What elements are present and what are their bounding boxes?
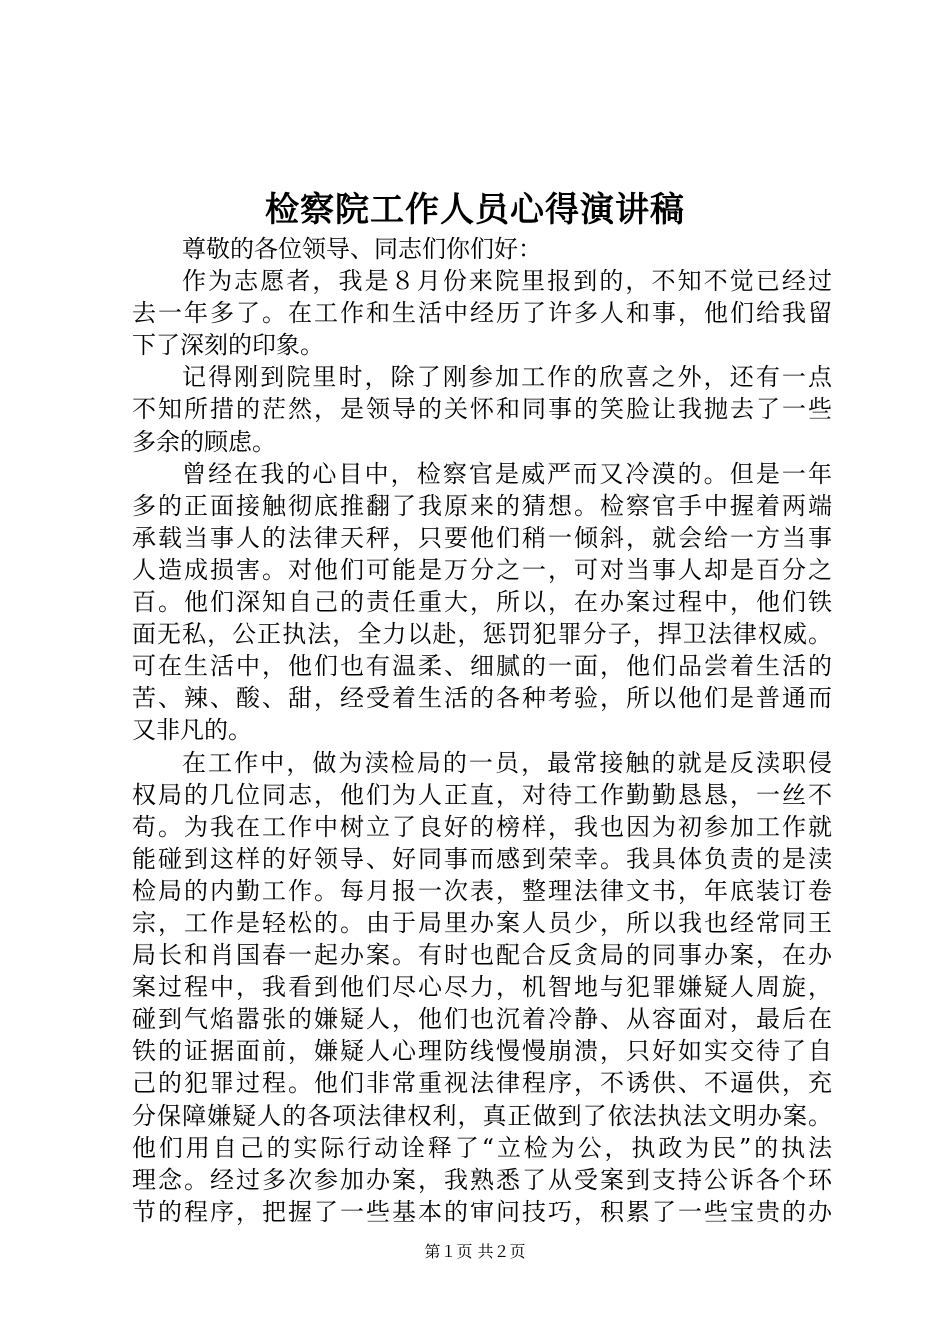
- body-text-line: 可在生活中，他们也有温柔、细腻的一面，他们品尝着生活的: [132, 652, 832, 681]
- page-footer: 第１页 共２页: [424, 1242, 526, 1261]
- body-text-line: 人造成损害。对他们可能是万分之一，可对当事人却是百分之: [132, 555, 832, 584]
- body-text-line: 碰到气焰嚣张的嫌疑人，他们也沉着冷静、从容面对，最后在: [132, 1005, 832, 1034]
- body-text-line: 承载当事人的法律天秤，只要他们稍一倾斜，就会给一方当事: [132, 523, 832, 552]
- body-text-line: 在工作中，做为渎检局的一员，最常接触的就是反渎职侵: [182, 748, 832, 777]
- body-text-line: 去一年多了。在工作和生活中经历了许多人和事，他们给我留: [132, 299, 832, 328]
- body-text-line: 能碰到这样的好领导、好同事而感到荣幸。我具体负责的是渎: [132, 844, 832, 873]
- body-text-line: 作为志愿者，我是８月份来院里报到的，不知不觉已经过: [182, 267, 832, 296]
- document-body: [132, 233, 832, 1228]
- body-text-line: 他们用自己的实际行动诠释了“立检为公，执政为民”的执法: [132, 1133, 832, 1162]
- body-text-line: 面无私，公正执法，全力以赴，惩罚犯罪分子，捍卫法律权威。: [132, 620, 832, 649]
- body-text-line: 检局的内勤工作。每月报一次表，整理法律文书，年底装订卷: [132, 876, 832, 905]
- body-text-line: 下了深刻的印象。: [132, 331, 324, 360]
- body-text-line: 苦、辣、酸、甜，经受着生活的各种考验，所以他们是普通而: [132, 684, 832, 713]
- body-text-line: 记得刚到院里时，除了刚参加工作的欣喜之外，还有一点: [182, 363, 832, 392]
- document-title: 检察院工作人员心得演讲稿: [265, 190, 685, 230]
- body-text-line: 铁的证据面前，嫌疑人心理防线慢慢崩溃，只好如实交待了自: [132, 1037, 832, 1066]
- body-text-line: 苟。为我在工作中树立了良好的榜样，我也因为初参加工作就: [132, 812, 832, 841]
- body-text-line: 分保障嫌疑人的各项法律权利，真正做到了依法执法文明办案。: [132, 1101, 832, 1130]
- body-text-line: 局长和肖国春一起办案。有时也配合反贪局的同事办案，在办: [132, 941, 832, 970]
- body-text-line: 节的程序，把握了一些基本的审问技巧，积累了一些宝贵的办: [132, 1197, 832, 1226]
- body-text-line: 不知所措的茫然，是领导的关怀和同事的笑脸让我抛去了一些: [132, 395, 832, 424]
- body-text-line: 百。他们深知自己的责任重大，所以，在办案过程中，他们铁: [132, 588, 832, 617]
- body-text-line: 理念。经过多次参加办案，我熟悉了从受案到支持公诉各个环: [132, 1165, 832, 1194]
- body-text-line: 案过程中，我看到他们尽心尽力，机智地与犯罪嫌疑人周旋，: [132, 973, 832, 1002]
- body-text-line: 多余的顾虑。: [132, 427, 276, 456]
- body-text-line: 权局的几位同志，他们为人正直，对待工作勤勤恳恳，一丝不: [132, 780, 832, 809]
- body-text-line: 曾经在我的心目中，检察官是威严而又冷漠的。但是一年: [182, 459, 832, 488]
- body-text-line: 又非凡的。: [132, 716, 252, 745]
- body-text-line: 尊敬的各位领导、同志们你们好：: [182, 235, 542, 263]
- body-text-line: 己的犯罪过程。他们非常重视法律程序，不诱供、不逼供，充: [132, 1069, 832, 1098]
- body-text-line: 多的正面接触彻底推翻了我原来的猜想。检察官手中握着两端: [132, 491, 832, 520]
- body-text-line: 宗，工作是轻松的。由于局里办案人员少，所以我也经常同王: [132, 908, 832, 937]
